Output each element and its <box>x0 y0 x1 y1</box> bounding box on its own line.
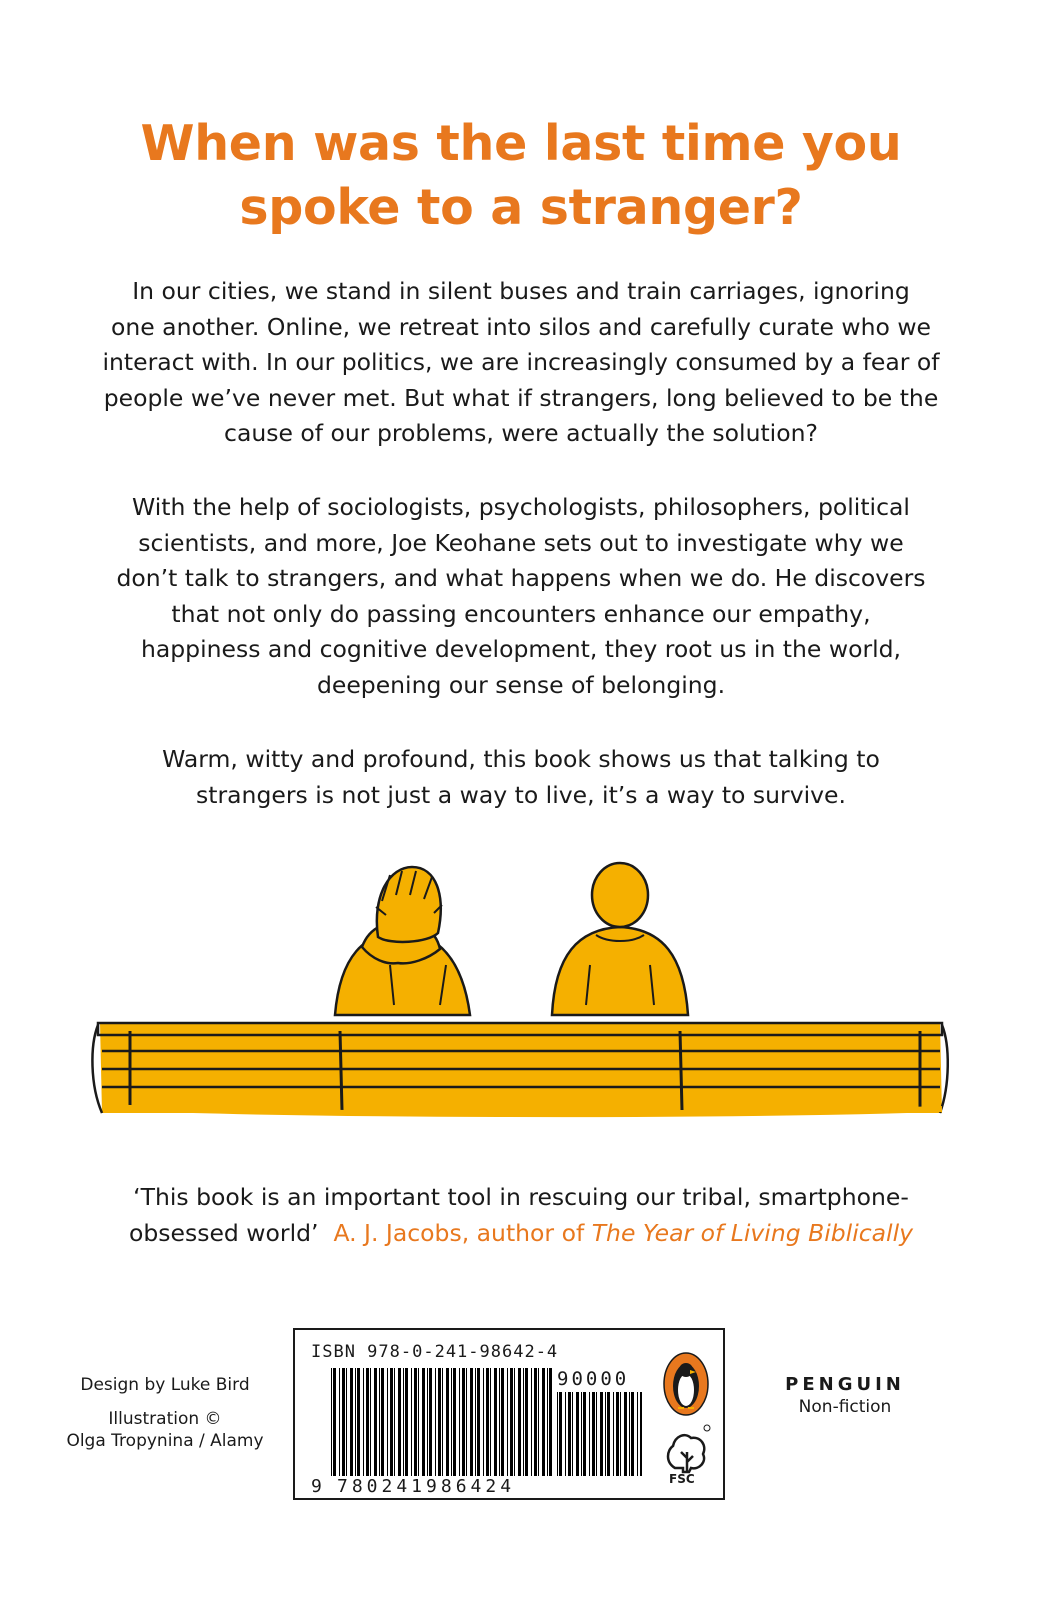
fsc-label: FSC <box>669 1472 695 1486</box>
blurb-line: deepening our sense of belonging. <box>316 670 726 699</box>
credits <box>60 1374 270 1464</box>
bench <box>92 1023 947 1114</box>
blurb-line: strangers is not just a way to live, it’s a way to survive. <box>196 780 846 809</box>
illustration-credit-line-2: Olga Tropynina / Alamy <box>66 1431 264 1451</box>
blurb-paragraph-2 <box>80 490 962 703</box>
publisher-category: Non-fiction <box>798 1397 892 1417</box>
quote-text: obsessed world’ <box>128 1218 319 1247</box>
right-person-figure <box>552 863 688 1015</box>
blurb-line: With the help of sociologists, psychologists, philosophers, political <box>132 493 910 521</box>
quote-attribution <box>333 1219 913 1247</box>
attribution-book-title: The Year of Living Biblically <box>591 1218 914 1247</box>
quote-line-2 <box>60 1216 982 1252</box>
bench-strangers-illustration <box>90 855 952 1125</box>
blurb-paragraph-1 <box>80 274 962 452</box>
left-person-figure <box>335 867 470 1015</box>
illustration-credit-line-1: Illustration © <box>108 1409 222 1429</box>
blurb-line: In our cities, we stand in silent buses and train carriages, ignoring <box>132 277 910 305</box>
blurb-line: people we’ve never met. But what if strangers, long believed to be the <box>103 383 939 412</box>
quote-line-1: ‘This book is an important tool in rescuing our tribal, smartphone- <box>133 1183 909 1211</box>
blurb-line: happiness and cognitive development, they root us in the world, <box>140 635 902 663</box>
publisher-block <box>770 1374 920 1417</box>
blurb-line: that not only do passing encounters enhance our empathy, <box>171 599 871 628</box>
headline <box>60 112 982 240</box>
price-barcode <box>557 1392 642 1476</box>
endorsement-quote <box>60 1180 982 1251</box>
blurb-paragraph-3 <box>80 742 962 813</box>
barcode-number-prefix: 9 <box>311 1476 326 1497</box>
blurb-line: Warm, witty and profound, this book shows us that talking to <box>162 745 880 773</box>
isbn-barcode <box>331 1368 553 1476</box>
blurb-line: interact with. In our politics, we are increasingly consumed by a fear of <box>102 348 940 376</box>
barcode-panel <box>293 1328 725 1500</box>
barcode-number: 780241986424 <box>337 1476 516 1497</box>
attribution-author: A. J. Jacobs, author of <box>333 1218 592 1247</box>
price-code: 90000 <box>557 1368 630 1390</box>
blurb-line: scientists, and more, Joe Keohane sets out to investigate why we <box>138 528 904 557</box>
blurb-line: cause of our problems, were actually the solution? <box>224 419 818 447</box>
headline-line-1: When was the last time you <box>140 115 902 172</box>
publisher-name: PENGUIN <box>785 1374 905 1395</box>
penguin-logo-icon <box>663 1352 709 1416</box>
design-credit: Design by Luke Bird <box>80 1375 250 1395</box>
isbn-label: ISBN 978-0-241-98642-4 <box>311 1342 559 1362</box>
headline-line-2: spoke to a stranger? <box>239 179 803 236</box>
blurb-line: one another. Online, we retreat into silos and carefully curate who we <box>110 312 932 341</box>
blurb-line: don’t talk to strangers, and what happens when we do. He discovers <box>116 564 926 592</box>
illustration-credit <box>60 1408 270 1452</box>
